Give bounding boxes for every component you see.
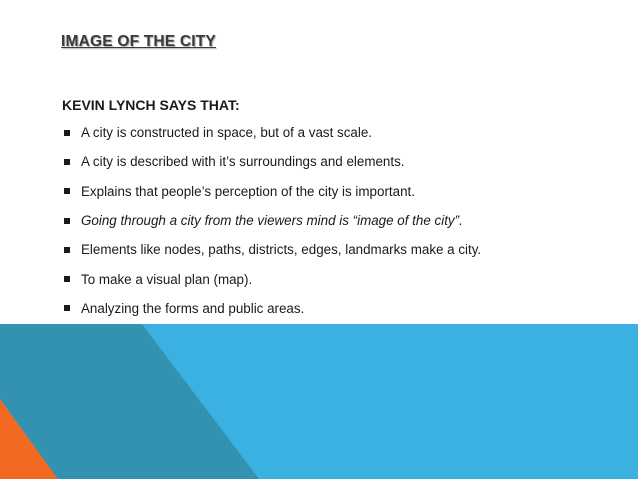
square-bullet-icon [64, 276, 70, 282]
slide-subheading: KEVIN LYNCH SAYS THAT: [62, 97, 240, 113]
bullet-item [64, 264, 491, 293]
bullet-item [64, 235, 491, 264]
bullet-text: Elements like nodes, paths, districts, edges, landmarks make a city. [81, 242, 482, 258]
square-bullet-icon [64, 218, 70, 224]
bullet-item [64, 177, 491, 206]
bullet-text: Analyzing the forms and public areas. [81, 300, 305, 316]
footer-graphic [0, 324, 638, 479]
bullet-text: A city is described with it’s surroundings and elements. [81, 154, 405, 170]
bullet-item [64, 206, 491, 235]
bullet-text: To make a visual plan (map). [81, 271, 253, 287]
square-bullet-icon [64, 188, 70, 194]
bullet-item [64, 294, 491, 323]
bullet-text: A city is constructed in space, but of a vast scale. [81, 125, 373, 141]
square-bullet-icon [64, 305, 70, 311]
slide-title: IMAGE OF THE CITY [61, 33, 216, 50]
bullet-item [64, 147, 491, 176]
bullet-text: Going through a city from the viewers mind is “image of the city”. [81, 213, 463, 229]
square-bullet-icon [64, 159, 70, 165]
bullet-list [64, 118, 491, 352]
square-bullet-icon [64, 130, 70, 136]
square-bullet-icon [64, 247, 70, 253]
bullet-text: Explains that people’s perception of the city is important. [81, 183, 415, 199]
bullet-item [64, 118, 491, 147]
